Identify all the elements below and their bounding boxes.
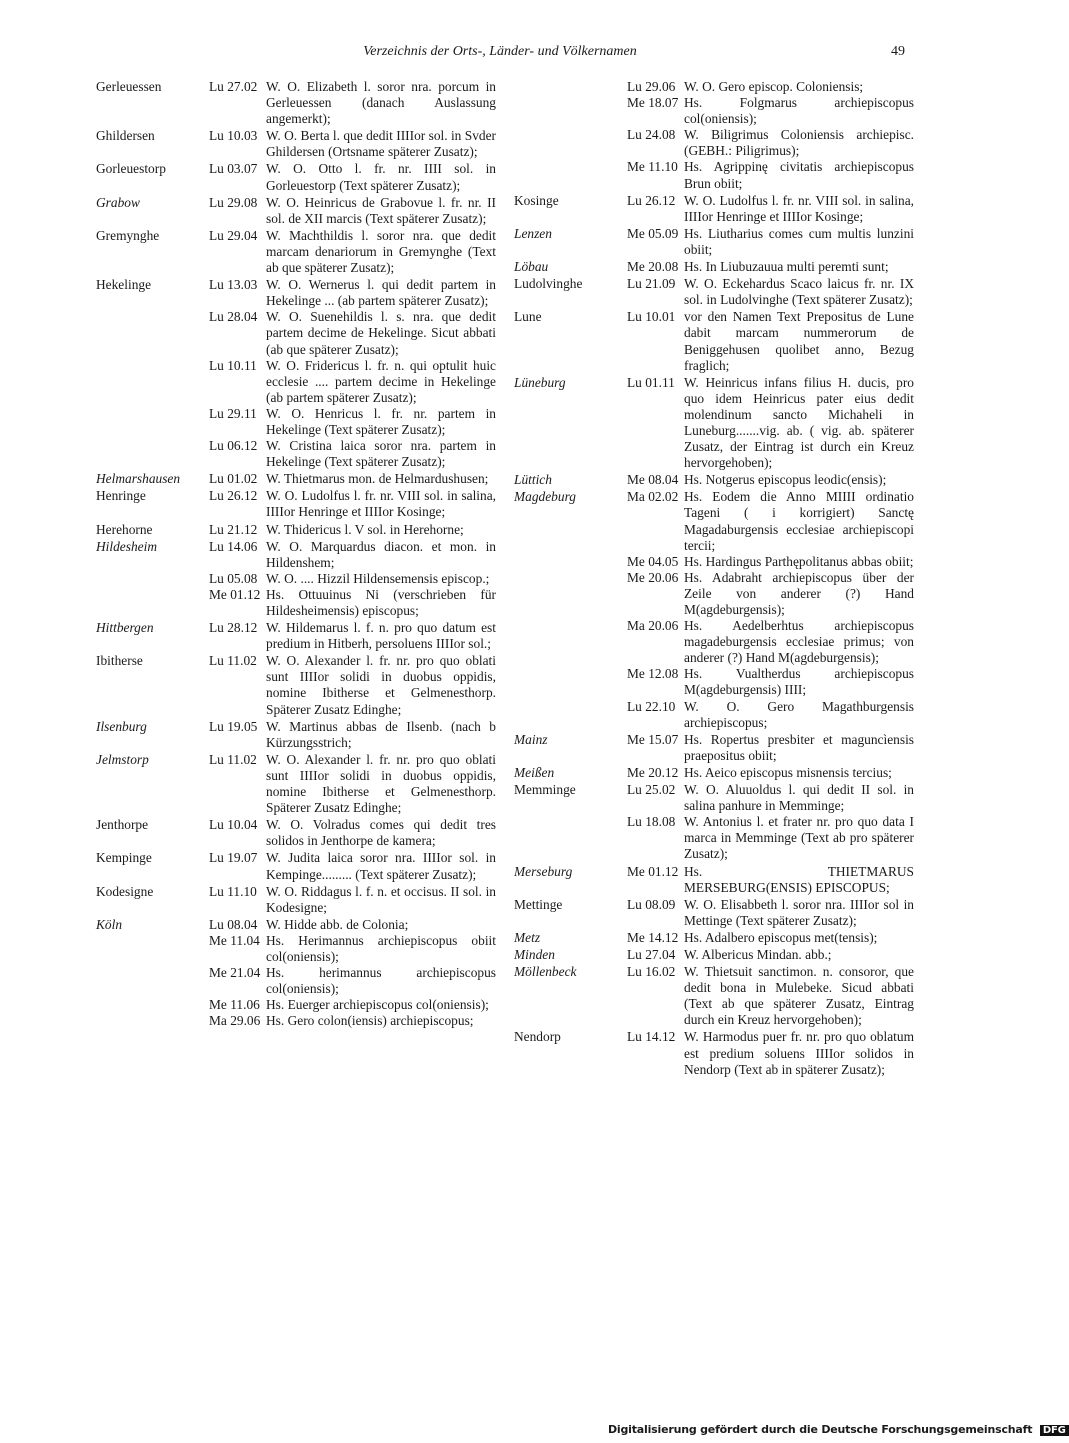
- record-line: [627, 1029, 914, 1077]
- place-name: Nendorp: [514, 1029, 561, 1045]
- index-entry: [514, 375, 914, 472]
- index-entry: [96, 620, 496, 652]
- record-text: Hs. Euerger archiepiscopus col(oniensis);: [266, 997, 489, 1013]
- record-text: W. O. Alexander l. fr. nr. pro quo oblati sunt IIIIor solidi in duobus oppidis, nomine Ibitherse et Gelmenesthorp. Späterer Zusatz Edinghe;: [266, 653, 496, 717]
- record-text: W. Machthildis l. soror nra. que dedit marcam denariorum in Gremynghe (Text ab que späterer Zusatz);: [266, 227, 496, 276]
- record-text: W. Martinus abbas de Ilsenb. (nach b Kürzungsstrich;: [266, 718, 496, 750]
- date-code: Me 12.08: [627, 666, 679, 682]
- record-text: Hs. Adabraht archiepiscopus über der Zeile von anderer (?) Hand M(agdeburgensis);: [684, 569, 914, 617]
- date-code: Lu 06.12: [209, 438, 258, 454]
- date-code: Lu 28.04: [209, 309, 258, 325]
- date-code: Lu 01.02: [209, 471, 258, 487]
- date-code: Me 18.07: [627, 95, 679, 111]
- date-code: Lu 10.03: [209, 128, 258, 144]
- date-code: Me 11.10: [627, 159, 678, 175]
- date-code: Lu 01.11: [627, 374, 675, 390]
- date-code: Lu 19.07: [209, 850, 258, 866]
- date-code: Me 20.12: [627, 764, 679, 780]
- record-line: [209, 850, 496, 882]
- place-name: Minden: [514, 946, 555, 962]
- record-text: W. O. Eckehardus Scaco laicus fr. nr. IX sol. in Ludolvinghe (Text späterer Zusatz);: [684, 276, 914, 308]
- record-text: Hs. Ropertus presbiter et maguncìensis praepositus obiit;: [684, 731, 914, 763]
- date-code: Lu 19.05: [209, 718, 258, 734]
- date-code: Me 08.04: [627, 472, 679, 488]
- index-entry: [514, 472, 914, 488]
- record-text: W. Harmodus puer fr. nr. pro quo oblatum est predium soluens IIIIor solidos in Nendorp (Text ab in späterer Zusatz);: [684, 1029, 914, 1077]
- place-name: Lenzen: [514, 225, 552, 241]
- place-name: Ibitherse: [96, 653, 143, 669]
- record-text: Hs. Eodem die Anno MIIII ordinatio Tageni ( i korrigiert) Sanctę Magadaburgensis ecclesiae archiepiscopi tercii;: [684, 489, 914, 553]
- place-name: Lüneburg: [514, 374, 566, 390]
- place-name: Kodesigne: [96, 883, 154, 899]
- record-line: [627, 814, 914, 862]
- date-code: Me 05.09: [627, 225, 679, 241]
- record-line: [627, 930, 914, 946]
- place-name: Gremynghe: [96, 227, 160, 243]
- record-text: W. O. Suenehildis l. s. nra. que dedit partem decime de Hekelinge. Sicut abbati (ab que späterer Zusatz);: [266, 309, 496, 357]
- record-line: [209, 488, 496, 520]
- record-text: W. Antonius l. et frater nr. pro quo data I marca in Memminge (Text ab pro späterer Zusatz);: [684, 814, 914, 862]
- record-text: Hs. THIETMARUS MERSEBURG(ENSIS) EPISCOPUS;: [684, 863, 914, 895]
- place-name: Köln: [96, 916, 123, 932]
- record-line: [627, 554, 914, 570]
- date-code: Me 20.06: [627, 569, 679, 585]
- index-entry: [96, 195, 496, 227]
- record-line: [627, 782, 914, 814]
- left-column: [96, 79, 496, 1030]
- record-text: W. O. Elizabeth l. soror nra. porcum in Gerleuessen (danach Auslassung angemerkt);: [266, 79, 496, 127]
- funding-text: Digitalisierung gefördert durch die Deutsche Forschungsgemeinschaft: [608, 1423, 1033, 1436]
- place-name: Memminge: [514, 782, 576, 798]
- record-text: W. O. Alexander l. fr. nr. pro quo oblati sunt IIIIor solidi in duobus oppidis, nomine Ibitherse et Gelmenesthorp. Späterer Zusatz Edinghe;: [266, 751, 496, 816]
- record-line: [627, 732, 914, 764]
- record-line: [627, 159, 914, 191]
- date-code: Me 11.06: [209, 997, 260, 1013]
- place-name: Henringe: [96, 488, 146, 504]
- index-entry: [96, 488, 496, 520]
- date-code: Lu 03.07: [209, 161, 258, 177]
- place-name: Ludolvinghe: [514, 276, 583, 292]
- place-name: Hildesheim: [96, 538, 157, 554]
- record-line: [627, 699, 914, 731]
- record-text: W. Heinricus infans filius H. ducis, pro quo idem Heinricus pater eius dedit molendinum sancto Michaheli in Luneburg.......vig. ab. ( vig. ab. späterer Zusatz, der Eintrag ist durch ein Kreuz hervorgehoben);: [684, 374, 914, 471]
- place-name: Jenthorpe: [96, 817, 149, 833]
- record-text: Hs. Adalbero episcopus met(tensis);: [684, 929, 878, 945]
- place-name: Herehorne: [96, 521, 153, 537]
- index-entry: [96, 522, 496, 538]
- record-text: Hs. Gero colon(iensis) archiepiscopus;: [266, 1013, 474, 1029]
- record-text: W. Judita laica soror nra. IIIIor sol. in Kempinge......... (Text späterer Zusatz);: [266, 850, 496, 882]
- record-line: [627, 472, 914, 488]
- record-text: W. Thietmarus mon. de Helmardushusen;: [266, 471, 489, 487]
- date-code: Ma 02.02: [627, 489, 679, 505]
- index-entry: [96, 128, 496, 160]
- date-code: Lu 11.10: [209, 883, 257, 899]
- record-line: [627, 95, 914, 127]
- record-text: W. O. Ludolfus l. fr. nr. VIII sol. in salina, IIIIor Henringe et IIIIor Kosinge;: [684, 192, 914, 224]
- place-name: Ilsenburg: [96, 718, 147, 734]
- place-name: Gerleuessen: [96, 79, 162, 94]
- record-text: Hs. Folgmarus archiepiscopus col(oniensis);: [684, 95, 914, 127]
- record-text: W. Thidericus l. V sol. in Herehorne;: [266, 521, 464, 537]
- date-code: Me 04.05: [627, 553, 679, 569]
- date-code: Lu 16.02: [627, 964, 676, 980]
- date-code: Lu 18.08: [627, 814, 676, 830]
- record-line: [627, 489, 914, 553]
- index-entry: [514, 489, 914, 730]
- date-code: Lu 27.04: [627, 946, 676, 962]
- place-name: Kempinge: [96, 850, 152, 866]
- record-line: [209, 539, 496, 571]
- record-text: W. O. Volradus comes qui dedit tres solidos in Jenthorpe de kamera;: [266, 817, 496, 849]
- date-code: Me 14.12: [627, 929, 679, 945]
- running-title: Verzeichnis der Orts-, Länder- und Völkernamen: [363, 44, 637, 59]
- record-line: [209, 884, 496, 916]
- place-name: Meißen: [514, 764, 555, 780]
- index-entry: [514, 782, 914, 862]
- record-text: W. O. Heinricus de Grabovue l. fr. nr. II sol. de XII marcis (Text späterer Zusatz);: [266, 194, 496, 226]
- record-text: W. O. .... Hizzil Hildensemensis episcop.;: [266, 570, 490, 586]
- record-line: [209, 358, 496, 406]
- record-line: [209, 228, 496, 276]
- place-name: Lune: [514, 309, 542, 325]
- date-code: Lu 29.04: [209, 227, 258, 243]
- index-entry: [514, 226, 914, 258]
- date-code: Lu 29.08: [209, 194, 258, 210]
- record-text: W. O. Riddagus l. f. n. et occisus. II sol. in Kodesigne;: [266, 883, 496, 915]
- index-entry: [514, 897, 914, 929]
- record-line: [627, 765, 914, 781]
- date-code: Lu 26.12: [627, 192, 676, 208]
- record-line: [627, 309, 914, 373]
- record-line: [209, 571, 496, 587]
- record-line: [627, 897, 914, 929]
- date-code: Me 01.12: [627, 863, 679, 879]
- date-code: Lu 13.03: [209, 277, 258, 293]
- index-entry: [96, 653, 496, 717]
- index-entry: [96, 752, 496, 816]
- place-name: Jelmstorp: [96, 751, 149, 767]
- place-name: Helmarshausen: [96, 471, 181, 487]
- record-line: [209, 997, 496, 1013]
- record-line: [627, 666, 914, 698]
- date-code: Lu 11.02: [209, 653, 257, 669]
- place-name: Gorleuestorp: [96, 161, 166, 177]
- index-entry: [514, 309, 914, 373]
- place-name: Kosinge: [514, 192, 559, 208]
- index-entry: [514, 964, 914, 1028]
- place-name: Hittbergen: [96, 620, 154, 636]
- index-entry: [514, 930, 914, 946]
- date-code: Ma 29.06: [209, 1013, 261, 1029]
- place-name: Lüttich: [514, 472, 552, 488]
- place-name: Ghildersen: [96, 128, 155, 144]
- record-text: Hs. Agrippinę civitatis archiepiscopus Brun obiit;: [684, 159, 914, 191]
- index-entry: [96, 817, 496, 849]
- date-code: Lu 29.06: [627, 79, 676, 94]
- record-line: [209, 195, 496, 227]
- date-code: Lu 22.10: [627, 698, 676, 714]
- index-entry: [514, 193, 914, 225]
- place-name: Mettinge: [514, 896, 563, 912]
- date-code: Lu 10.04: [209, 817, 258, 833]
- record-text: Hs. Hardingus Parthępolitanus abbas obiit;: [684, 553, 914, 569]
- date-code: Ma 20.06: [627, 618, 679, 634]
- dfg-logo: DFG: [1040, 1425, 1069, 1436]
- index-entry: [514, 276, 914, 308]
- record-line: [627, 570, 914, 618]
- record-line: [627, 947, 914, 963]
- record-text: W. O. Gero Magathburgensis archiepiscopus;: [684, 698, 914, 730]
- record-line: [209, 471, 496, 487]
- record-text: vor den Namen Text Prepositus de Lune dabit marcam nummerorum de Beniggehusen quolibet anno, Bezug fraglich;: [684, 309, 914, 373]
- record-text: Hs. Ottuuinus Ni (verschrieben für Hildesheimensis) episcopus;: [266, 586, 496, 618]
- index-entry: [514, 947, 914, 963]
- record-text: Hs. Vualtherdus archiepiscopus M(agdeburgensis) IIII;: [684, 666, 914, 698]
- record-line: [627, 193, 914, 225]
- place-name: Grabow: [96, 194, 140, 210]
- index-entry: [96, 719, 496, 751]
- date-code: Lu 29.11: [209, 405, 257, 421]
- record-line: [209, 933, 496, 965]
- record-text: W. Biligrimus Coloniensis archiepisc. (GEBH.: Piligrimus);: [684, 127, 914, 159]
- record-text: W. O. Marquardus diacon. et mon. in Hildenshem;: [266, 538, 496, 570]
- record-line: [209, 161, 496, 193]
- date-code: Me 15.07: [627, 731, 679, 747]
- record-line: [209, 620, 496, 652]
- index-entry: [514, 765, 914, 781]
- record-line: [627, 259, 914, 275]
- index-entry: [514, 1029, 914, 1077]
- record-line: [209, 79, 496, 127]
- record-line: [627, 618, 914, 666]
- running-header: [0, 44, 1000, 64]
- date-code: Lu 05.08: [209, 570, 258, 586]
- date-code: Lu 21.09: [627, 276, 676, 292]
- record-text: W. Hildemarus l. f. n. pro quo datum est predium in Hitberh, persoluens IIIIor sol.;: [266, 620, 496, 652]
- record-line: [627, 864, 914, 896]
- record-line: [209, 653, 496, 717]
- place-name: Möllenbeck: [514, 964, 577, 980]
- record-line: [209, 719, 496, 751]
- date-code: Lu 14.12: [627, 1029, 676, 1045]
- record-text: W. O. Berta l. que dedit IIIIor sol. in Svder Ghildersen (Ortsname späterer Zusatz);: [266, 128, 496, 160]
- record-line: [627, 276, 914, 308]
- record-line: [209, 128, 496, 160]
- record-text: W. O. Aluuoldus l. qui dedit II sol. in salina panhure in Memminge;: [684, 782, 914, 814]
- place-name: Hekelinge: [96, 277, 152, 293]
- index-entry: [96, 161, 496, 193]
- date-code: Lu 10.11: [209, 357, 257, 373]
- date-code: Lu 26.12: [209, 488, 258, 504]
- right-column: [514, 79, 914, 1079]
- record-line: [209, 817, 496, 849]
- index-entry: [514, 732, 914, 764]
- place-name: Merseburg: [514, 863, 573, 879]
- date-code: Lu 28.12: [209, 620, 258, 636]
- record-line: [209, 917, 496, 933]
- record-line: [209, 522, 496, 538]
- record-text: Hs. herimannus archiepiscopus col(oniensis);: [266, 965, 496, 997]
- date-code: Me 11.04: [209, 932, 260, 948]
- record-text: W. Hidde abb. de Colonia;: [266, 916, 409, 932]
- page-number: 49: [891, 44, 905, 59]
- place-name: Löbau: [514, 259, 549, 275]
- funding-footer: [608, 1423, 1069, 1436]
- record-text: Hs. Aeico episcopus misnensis tercius;: [684, 764, 892, 780]
- date-code: Me 20.08: [627, 259, 679, 275]
- record-text: Hs. Herimannus archiepiscopus obiit col(oniensis);: [266, 932, 496, 964]
- date-code: Lu 24.08: [627, 127, 676, 143]
- record-line: [209, 965, 496, 997]
- record-text: W. O. Ludolfus l. fr. nr. VIII sol. in salina, IIIIor Henringe et IIIIor Kosinge;: [266, 488, 496, 520]
- record-text: W. Albericus Mindan. abb.;: [684, 946, 832, 962]
- date-code: Lu 21.12: [209, 521, 258, 537]
- record-text: W. O. Otto l. fr. nr. IIII sol. in Gorleuestorp (Text späterer Zusatz);: [266, 161, 496, 193]
- index-entry: [96, 277, 496, 470]
- record-line: [627, 79, 914, 95]
- record-line: [627, 964, 914, 1028]
- place-name: Magdeburg: [514, 489, 576, 505]
- date-code: Me 21.04: [209, 965, 261, 981]
- date-code: Lu 08.04: [209, 916, 258, 932]
- record-line: [209, 277, 496, 309]
- record-text: W. Thietsuit sanctimon. n. consoror, que dedit bona in Mulebeke. Sicud abbati (Text ab que späterer Zusatz, Eintrag durch ein Kreuz hervorgehoben);: [684, 964, 914, 1028]
- record-line: [209, 587, 496, 619]
- index-entry: [514, 79, 914, 192]
- date-code: Lu 11.02: [209, 751, 257, 767]
- record-text: Hs. Aedelberhtus archiepiscopus magadeburgensis ecclesiae primus; von anderer (?) Hand M(agdeburgensis);: [684, 618, 914, 666]
- record-text: W. O. Henricus l. fr. nr. partem in Hekelinge (Text späterer Zusatz);: [266, 405, 496, 437]
- index-entry: [96, 884, 496, 916]
- index-entry: [96, 850, 496, 882]
- date-code: Lu 10.01: [627, 309, 676, 325]
- place-name: Metz: [514, 929, 541, 945]
- record-text: W. O. Wernerus l. qui dedit partem in Hekelinge ... (ab partem späterer Zusatz);: [266, 277, 496, 309]
- place-name: Mainz: [514, 731, 548, 747]
- record-line: [209, 309, 496, 357]
- record-line: [627, 226, 914, 258]
- record-line: [627, 375, 914, 472]
- index-entry: [96, 471, 496, 487]
- record-text: W. Cristina laica soror nra. partem in Hekelinge (Text späterer Zusatz);: [266, 438, 496, 470]
- date-code: Lu 08.09: [627, 896, 676, 912]
- date-code: Lu 25.02: [627, 782, 676, 798]
- index-entry: [514, 259, 914, 275]
- date-code: Lu 14.06: [209, 538, 258, 554]
- index-entry: [96, 917, 496, 1030]
- record-line: [209, 438, 496, 470]
- index-entry: [96, 539, 496, 619]
- record-text: W. O. Elisabbeth l. soror nra. IIIIor sol in Mettinge (Text späterer Zusatz);: [684, 896, 914, 928]
- index-entry: [96, 228, 496, 276]
- record-text: W. O. Gero episcop. Coloniensis;: [684, 79, 864, 94]
- index-entry: [96, 79, 496, 127]
- record-line: [627, 127, 914, 159]
- date-code: Me 01.12: [209, 586, 261, 602]
- index-entry: [514, 864, 914, 896]
- record-text: Hs. Notgerus episcopus leodic(ensis);: [684, 472, 887, 488]
- record-line: [209, 406, 496, 438]
- date-code: Lu 27.02: [209, 79, 258, 94]
- record-text: Hs. In Liubuzauua multi peremti sunt;: [684, 259, 889, 275]
- record-text: Hs. Liutharius comes cum multis lunzini obiit;: [684, 225, 914, 257]
- record-line: [209, 1013, 496, 1029]
- record-text: W. O. Fridericus l. fr. n. qui optulit huic ecclesie .... partem decime in Hekelinge (ab partem späterer Zusatz);: [266, 357, 496, 405]
- record-line: [209, 752, 496, 816]
